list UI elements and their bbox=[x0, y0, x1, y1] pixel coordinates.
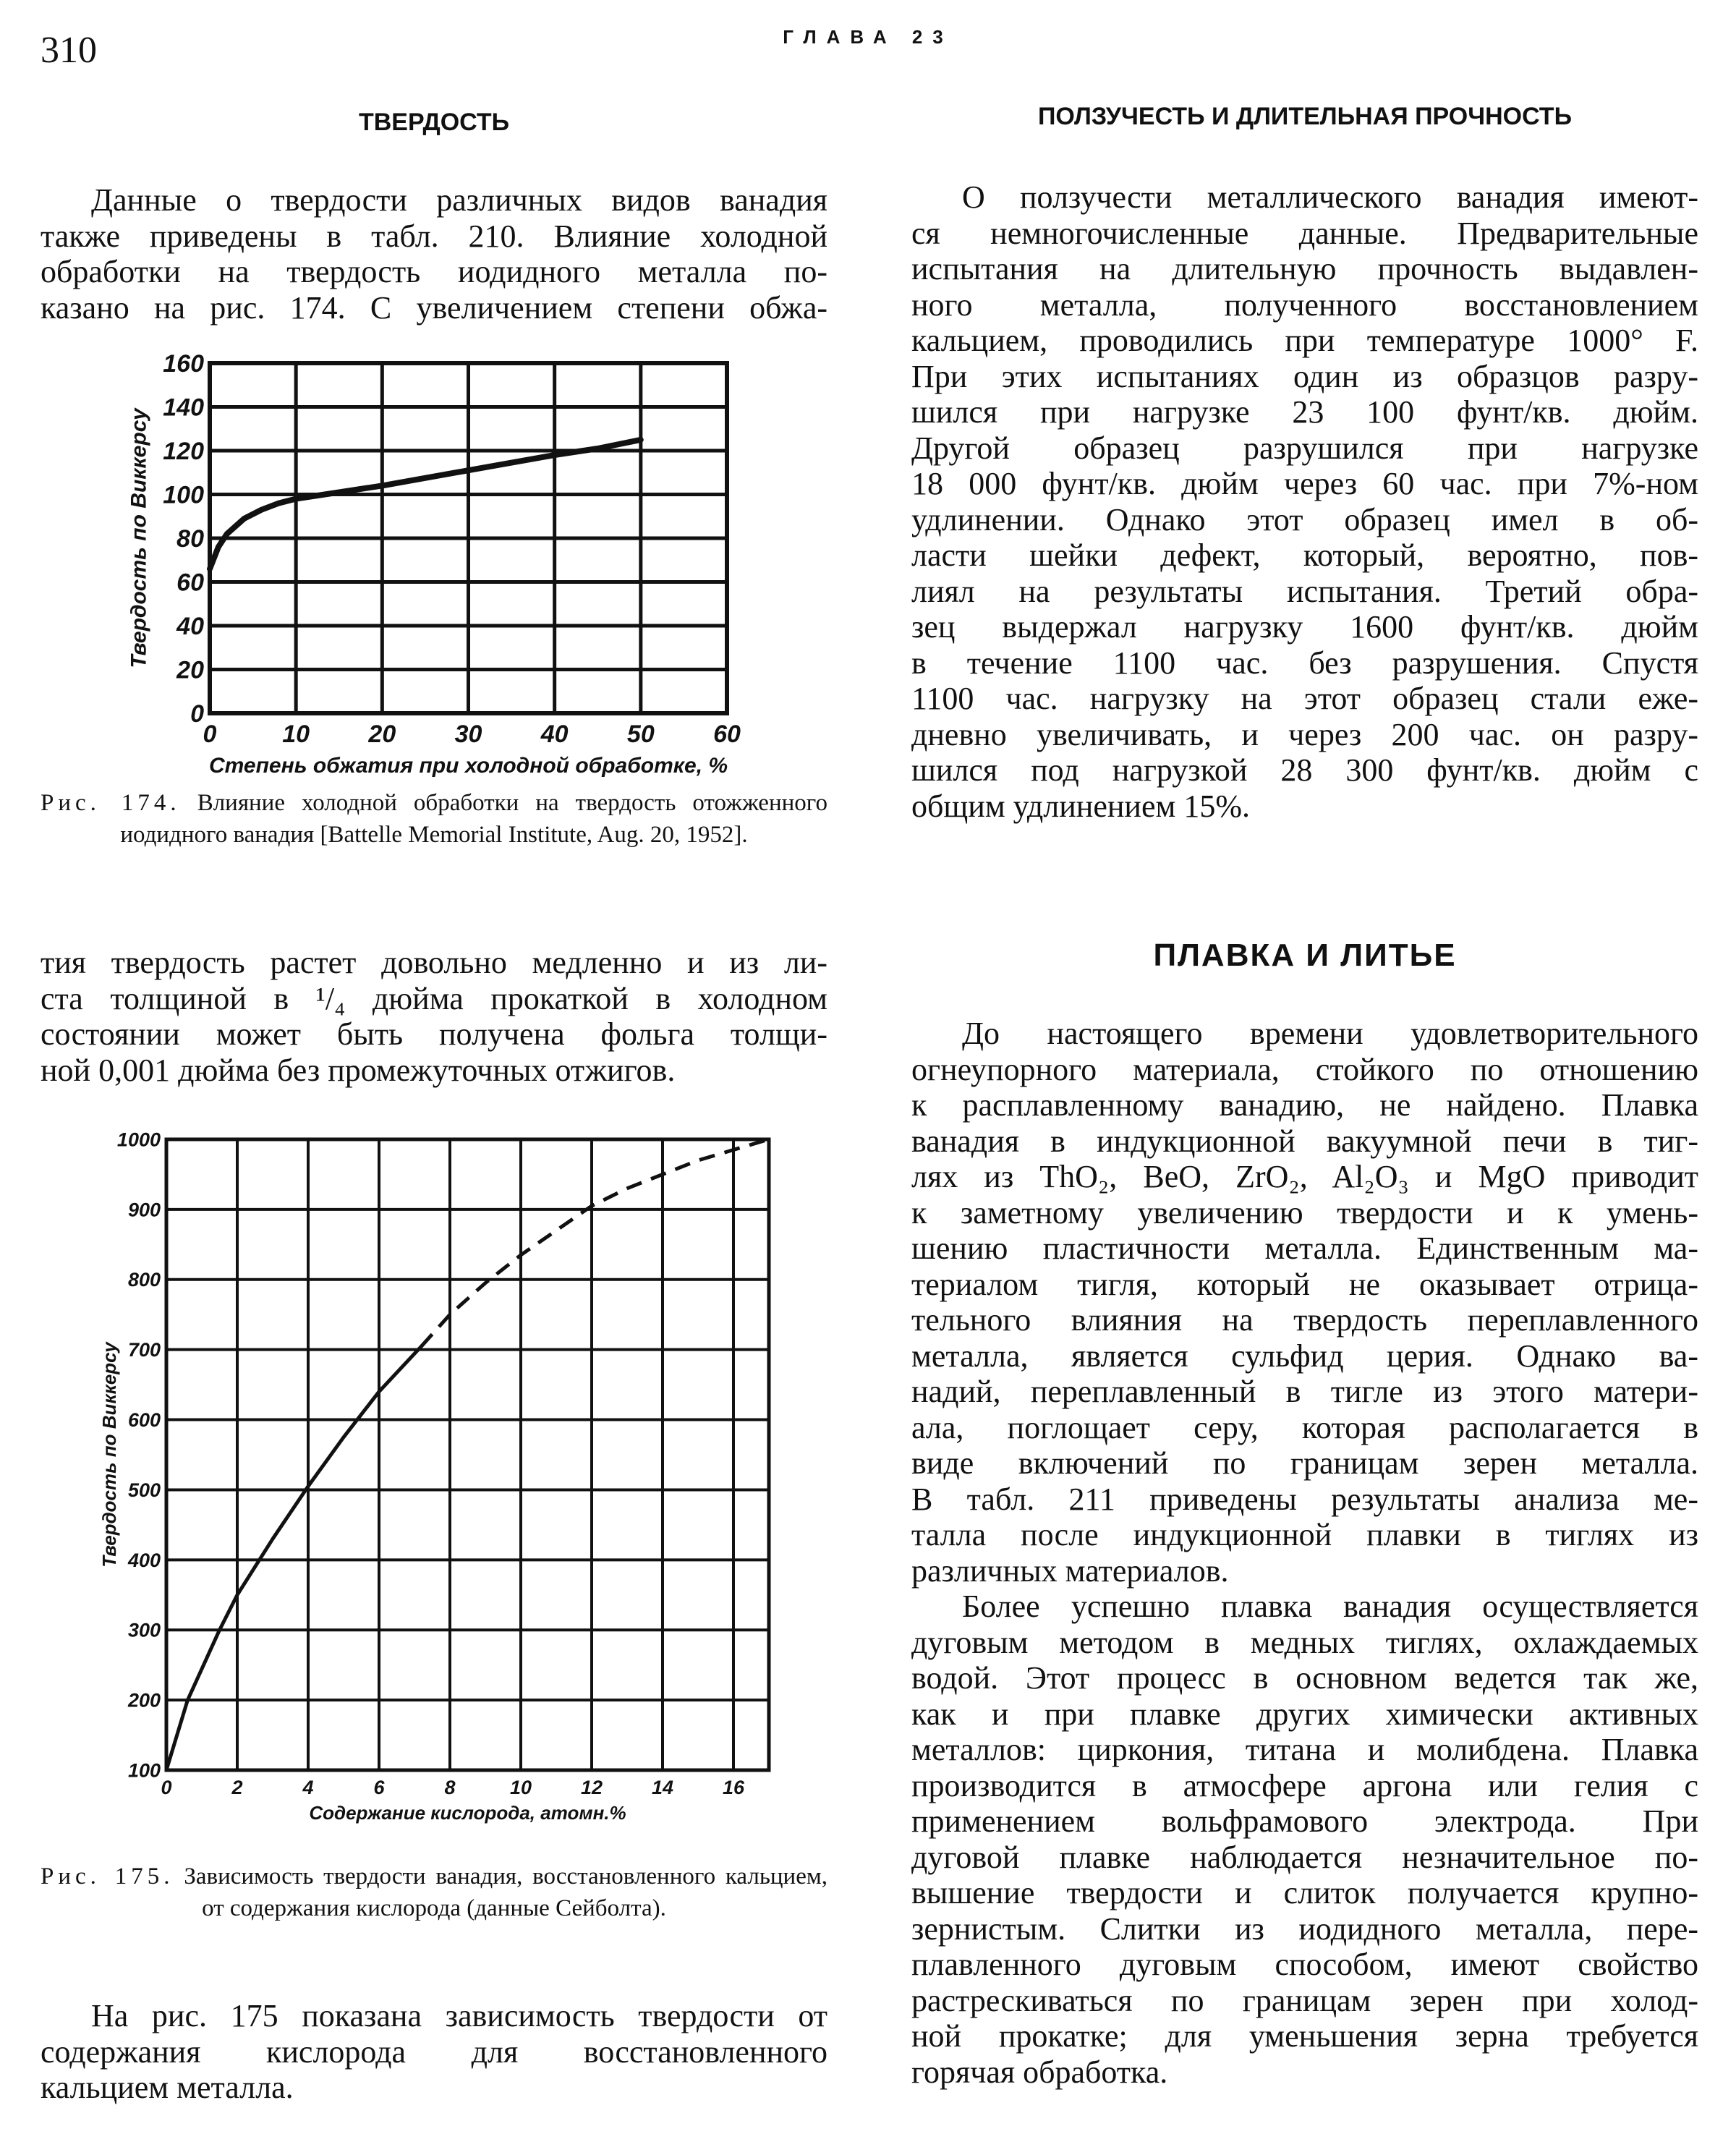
creep-paragraph bbox=[911, 179, 1698, 824]
text-line: ала, поглощает серу, которая располагается в bbox=[911, 1409, 1698, 1445]
text-line: как и при плавке других химически активных bbox=[911, 1696, 1698, 1732]
text-line: содержания кислорода для восстановленного bbox=[41, 2033, 827, 2070]
text-line: металлов: циркония, титана и молибдена. Плавка bbox=[911, 1732, 1698, 1767]
text-line: зернистым. Слитки из иодидного металла, пере- bbox=[911, 1910, 1698, 1947]
x-axis-label: Содержание кислорода, атомн.% bbox=[309, 1802, 626, 1824]
y-axis-label: Твердость по Виккерсу bbox=[98, 1342, 120, 1568]
text-line: вышение твердости и слиток получается крупно- bbox=[911, 1875, 1698, 1910]
text-line: дуговой плавке наблюдается незначительное по- bbox=[911, 1839, 1698, 1875]
svg-text:50: 50 bbox=[626, 720, 655, 748]
chart-grid bbox=[166, 1139, 769, 1770]
caption-text: Влияние холодной обработки на твердость отожженного иодидного ванадия [Battelle Memorial Institute, Aug. 20, 1952]. bbox=[120, 790, 827, 848]
text-line: металла, является сульфид церия. Однако ва- bbox=[911, 1338, 1698, 1374]
text-line: О ползучести металлического ванадия имеют- bbox=[962, 179, 1698, 215]
text-line: обработки на твердость иодидного металла по- bbox=[41, 254, 827, 289]
svg-text:0: 0 bbox=[161, 1777, 172, 1798]
svg-text:500: 500 bbox=[127, 1479, 161, 1501]
text-line: 1100 час. нагрузку на этот образец стали еже- bbox=[911, 681, 1698, 716]
text-line: применением вольфрамового электрода. При bbox=[911, 1803, 1698, 1839]
text-line: шился под нагрузкой 28 300 фунт/кв. дюйм с bbox=[911, 752, 1698, 788]
text-line: виде включений по границам зерен металла. bbox=[911, 1445, 1698, 1481]
melting-paragraphs bbox=[911, 1016, 1698, 2090]
text-line: Данные о твердости различных видов ванадия bbox=[91, 182, 827, 218]
text-line: Другой образец разрушился при нагрузке bbox=[911, 430, 1698, 466]
svg-text:16: 16 bbox=[722, 1777, 745, 1798]
svg-text:20: 20 bbox=[176, 656, 204, 684]
section-title-hardness: ТВЕРДОСТЬ bbox=[358, 109, 510, 136]
chart-grid bbox=[210, 363, 727, 713]
svg-text:10: 10 bbox=[509, 1777, 532, 1798]
hardness-paragraph-part2 bbox=[41, 945, 827, 1088]
text-line: Более успешно плавка ванадия осуществляется bbox=[962, 1589, 1698, 1624]
svg-text:100: 100 bbox=[163, 481, 204, 509]
svg-text:120: 120 bbox=[163, 437, 204, 465]
text-line: испытания на длительную прочность выдавлен- bbox=[911, 251, 1698, 286]
svg-text:2: 2 bbox=[231, 1777, 243, 1798]
text-line: На рис. 175 показана зависимость твердости от bbox=[91, 1998, 827, 2033]
svg-text:0: 0 bbox=[203, 720, 217, 748]
svg-text:800: 800 bbox=[127, 1269, 161, 1291]
figure-175-caption bbox=[41, 1861, 827, 1924]
svg-text:1000: 1000 bbox=[116, 1128, 161, 1151]
text-line: ного металла, полученного восстановлением bbox=[911, 286, 1698, 323]
running-head: ГЛАВА 23 bbox=[783, 26, 953, 48]
svg-text:40: 40 bbox=[540, 720, 569, 748]
caption-label: Рис. 174. bbox=[41, 790, 181, 816]
text-line: зец выдержал нагрузку 1600 фунт/кв. дюйм bbox=[911, 609, 1698, 645]
svg-text:0: 0 bbox=[190, 700, 204, 728]
text-line: удлинении. Однако этот образец имел в об- bbox=[911, 501, 1698, 537]
svg-text:400: 400 bbox=[127, 1549, 161, 1571]
svg-text:10: 10 bbox=[282, 720, 310, 748]
text-line: териалом тигля, который не оказывает отрица- bbox=[911, 1266, 1698, 1302]
text-line: дуговым методом в медных тиглях, охлаждаемых bbox=[911, 1624, 1698, 1660]
text-line: 18 000 фунт/кв. дюйм через 60 час. при 7%-ном bbox=[911, 466, 1698, 501]
text-line: ной 0,001 дюйма без промежуточных отжигов. bbox=[41, 1052, 676, 1088]
text-line: плавленного дуговым способом, имеют свойство bbox=[911, 1947, 1698, 1982]
text-line: водой. Этот процесс в основном ведется так же, bbox=[911, 1660, 1698, 1696]
svg-text:8: 8 bbox=[444, 1777, 456, 1798]
text-line: производится в атмосфере аргона или гелия с bbox=[911, 1767, 1698, 1803]
figure-175-chart bbox=[72, 1121, 796, 1837]
axis-tick-labels bbox=[117, 1128, 745, 1798]
data-curve bbox=[210, 440, 641, 569]
page-number: 310 bbox=[41, 30, 97, 71]
figure-174-chart bbox=[109, 347, 760, 781]
svg-text:700: 700 bbox=[127, 1339, 161, 1361]
text-line: кальцием металла. bbox=[41, 2070, 294, 2105]
text-line: различных материалов. bbox=[911, 1552, 1229, 1589]
svg-text:300: 300 bbox=[127, 1619, 161, 1641]
svg-text:60: 60 bbox=[713, 720, 741, 748]
text-line: ванадия в индукционной вакуумной печи в тиг- bbox=[911, 1123, 1698, 1159]
text-line: кальцием, проводились при температуре 1000° F. bbox=[911, 323, 1698, 358]
svg-text:600: 600 bbox=[127, 1409, 161, 1432]
text-line: ной прокатке; для уменьшения зерна требуется bbox=[911, 2018, 1698, 2054]
text-line: также приведены в табл. 210. Влияние холодной bbox=[41, 218, 827, 254]
caption-label: Рис. 175. bbox=[41, 1863, 174, 1889]
text-line: ста толщиной в ¹/₄ дюйма прокаткой в холодном bbox=[41, 980, 827, 1016]
caption-text: Зависимость твердости ванадия, восстановленного кальцием, от содержания кислорода (данные Сейболта). bbox=[184, 1863, 827, 1921]
text-line: ласти шейки дефект, который, вероятно, пов- bbox=[911, 537, 1698, 573]
text-line: ся немногочисленные данные. Предварительные bbox=[911, 215, 1698, 251]
text-line: растрескиваться по границам зерен при холод- bbox=[911, 1982, 1698, 2018]
svg-text:6: 6 bbox=[373, 1777, 385, 1798]
text-line: огнеупорного материала, стойкого по отношению bbox=[911, 1051, 1698, 1087]
svg-text:160: 160 bbox=[163, 349, 204, 378]
figure-174-caption bbox=[41, 787, 827, 851]
svg-text:20: 20 bbox=[368, 720, 396, 748]
text-line: лиял на результаты испытания. Третий обра- bbox=[911, 573, 1698, 609]
svg-text:900: 900 bbox=[127, 1199, 161, 1221]
svg-text:140: 140 bbox=[163, 394, 204, 422]
text-line: к заметному увеличению твердости и к умень- bbox=[911, 1194, 1698, 1230]
data-curve bbox=[166, 1346, 422, 1770]
svg-text:80: 80 bbox=[176, 524, 204, 553]
text-line: лях из ThO₂, BeO, ZrO₂, Al₂O₃ и MgO приводит bbox=[911, 1159, 1698, 1194]
svg-text:12: 12 bbox=[580, 1777, 603, 1798]
text-line: шению пластичности металла. Единственным ма- bbox=[911, 1230, 1698, 1266]
text-line: казано на рис. 174. С увеличением степени обжа- bbox=[41, 289, 827, 326]
svg-text:200: 200 bbox=[127, 1689, 161, 1712]
text-line: талла после индукционной плавки в тиглях из bbox=[911, 1517, 1698, 1552]
text-line: горячая обработка. bbox=[911, 2054, 1168, 2090]
axis-tick-labels bbox=[163, 350, 741, 748]
hardness-paragraph-part1 bbox=[41, 182, 827, 326]
y-axis-label: Твердость по Виккерсу bbox=[127, 408, 151, 668]
text-line: До настоящего времени удовлетворительного bbox=[962, 1016, 1698, 1051]
text-line: тия твердость растет довольно медленно и из ли- bbox=[41, 945, 827, 980]
svg-text:30: 30 bbox=[454, 720, 482, 748]
closing-paragraph bbox=[41, 1998, 827, 2106]
text-line: общим удлинением 15%. bbox=[911, 788, 1250, 824]
text-line: состоянии может быть получена фольга толщи- bbox=[41, 1016, 827, 1052]
text-line: надий, переплавленный в тигле из этого матери- bbox=[911, 1374, 1698, 1409]
text-line: В табл. 211 приведены результаты анализа ме- bbox=[911, 1481, 1698, 1517]
text-line: в течение 1100 час. без разрушения. Спустя bbox=[911, 645, 1698, 681]
svg-text:14: 14 bbox=[651, 1777, 674, 1798]
svg-text:100: 100 bbox=[127, 1759, 161, 1782]
svg-text:60: 60 bbox=[176, 569, 204, 597]
svg-text:4: 4 bbox=[302, 1777, 314, 1798]
text-line: При этих испытаниях один из образцов разру- bbox=[911, 358, 1698, 394]
text-line: тельного влияния на твердость переплавленного bbox=[911, 1302, 1698, 1338]
text-line: шился при нагрузке 23 100 фунт/кв. дюйм. bbox=[911, 394, 1698, 430]
section-title-creep: ПОЛЗУЧЕСТЬ И ДЛИТЕЛЬНАЯ ПРОЧНОСТЬ bbox=[1037, 103, 1573, 130]
x-axis-label: Степень обжатия при холодной обработке, % bbox=[208, 754, 728, 778]
text-line: к расплавленному ванадию, не найдено. Плавка bbox=[911, 1087, 1698, 1123]
dashed-curve bbox=[422, 1139, 769, 1346]
text-line: дневно увеличивать, и через 200 час. он разру- bbox=[911, 716, 1698, 752]
svg-text:40: 40 bbox=[176, 612, 204, 640]
section-title-melting: ПЛАВКА И ЛИТЬЕ bbox=[1153, 938, 1457, 973]
